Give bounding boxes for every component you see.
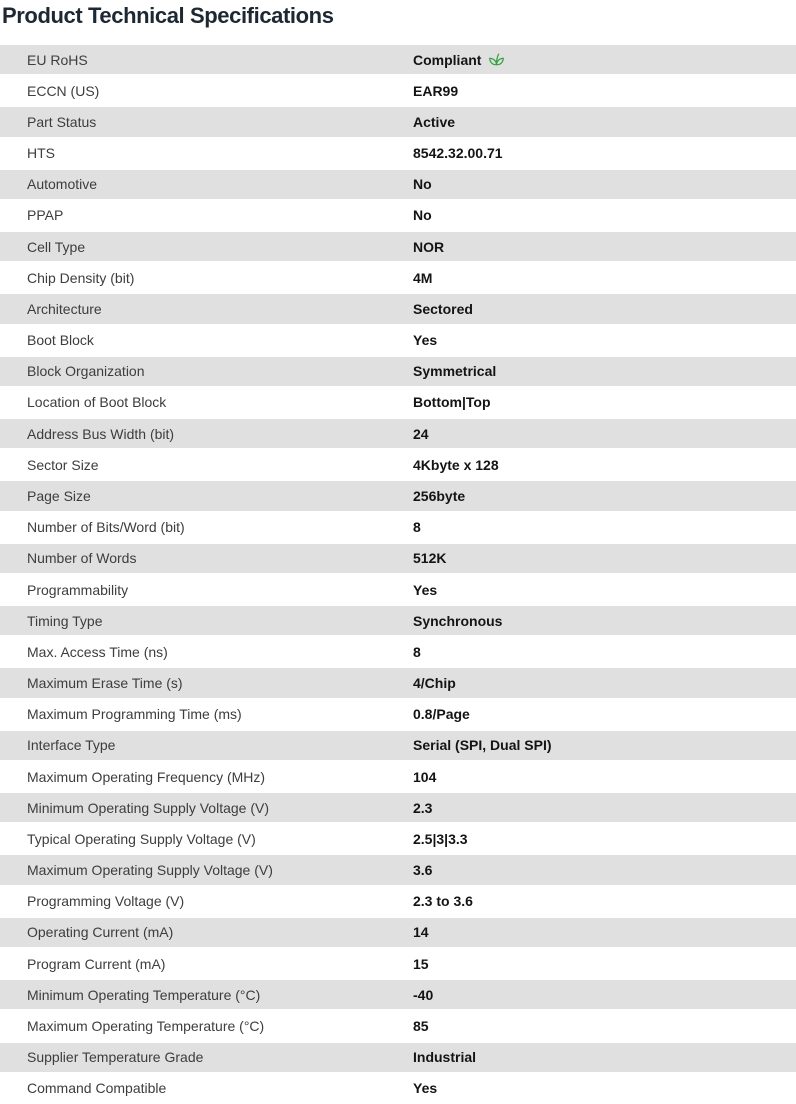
row-value: 2.5|3|3.3 (413, 830, 468, 847)
table-row (0, 667, 796, 698)
row-value: 14 (413, 924, 429, 941)
row-value: 8 (413, 519, 421, 536)
table-row (0, 1042, 796, 1073)
row-value: 0.8/Page (413, 706, 470, 723)
rohs-leaf-icon (488, 52, 505, 67)
table-row (0, 356, 796, 387)
row-value: Active (413, 113, 456, 130)
row-label: Chip Density (bit) (27, 269, 135, 286)
row-value: 15 (413, 955, 429, 972)
table-row (0, 917, 796, 948)
row-label: Programmability (27, 581, 129, 598)
row-label: Minimum Operating Temperature (°C) (27, 986, 261, 1003)
table-row (0, 605, 796, 636)
row-label: PPAP (27, 207, 64, 224)
row-label: Maximum Operating Frequency (MHz) (27, 768, 266, 785)
table-row (0, 1010, 796, 1041)
row-value: 4Kbyte x 128 (413, 456, 499, 473)
row-label: Max. Access Time (ns) (27, 643, 168, 660)
table-row (0, 543, 796, 574)
row-value: NOR (413, 238, 445, 255)
row-value: Sectored (413, 300, 473, 317)
table-row (0, 325, 796, 356)
row-value: 2.3 to 3.6 (413, 893, 473, 910)
table-row (0, 823, 796, 854)
row-label: Minimum Operating Supply Voltage (V) (27, 799, 269, 816)
row-label: Number of Bits/Word (bit) (27, 519, 185, 536)
table-row (0, 138, 796, 169)
row-value: Yes (413, 332, 438, 349)
table-row (0, 293, 796, 324)
table-row (0, 761, 796, 792)
row-value: 8 (413, 643, 421, 660)
row-value: Yes (413, 581, 438, 598)
row-label: Command Compatible (27, 1080, 167, 1097)
row-label: EU RoHS (27, 51, 88, 68)
row-label: Boot Block (27, 332, 94, 349)
row-label: Operating Current (mA) (27, 924, 174, 941)
row-label: ECCN (US) (27, 82, 100, 99)
row-value: 256byte (413, 487, 466, 504)
table-row (0, 480, 796, 511)
row-value: Serial (SPI, Dual SPI) (413, 737, 552, 754)
row-label: Part Status (27, 113, 97, 130)
row-value: Symmetrical (413, 363, 497, 380)
row-label: Automotive (27, 176, 98, 193)
table-row (0, 699, 796, 730)
row-label: Program Current (mA) (27, 955, 166, 972)
table-row (0, 854, 796, 885)
row-value: 512K (413, 550, 447, 567)
row-value: 2.3 (413, 799, 433, 816)
table-row (0, 730, 796, 761)
row-value: No (413, 176, 432, 193)
table-row (0, 106, 796, 137)
table-row (0, 200, 796, 231)
table-row (0, 1073, 796, 1104)
spec-table (0, 44, 796, 1104)
table-row (0, 44, 796, 75)
row-value: 4M (413, 269, 433, 286)
row-label: Supplier Temperature Grade (27, 1049, 204, 1066)
table-row (0, 387, 796, 418)
row-value: Yes (413, 1080, 438, 1097)
row-value: No (413, 207, 432, 224)
row-label: Architecture (27, 300, 102, 317)
table-row (0, 231, 796, 262)
row-value: Synchronous (413, 612, 503, 629)
row-value: 8542.32.00.71 (413, 145, 503, 162)
row-value: 4/Chip (413, 675, 456, 692)
table-row (0, 169, 796, 200)
row-label: Maximum Programming Time (ms) (27, 706, 242, 723)
row-value: EAR99 (413, 82, 459, 99)
page-title: Product Technical Specifications (2, 3, 334, 28)
row-label: Page Size (27, 487, 91, 504)
row-label: Maximum Operating Supply Voltage (V) (27, 862, 273, 879)
row-value: 85 (413, 1017, 429, 1034)
table-row (0, 262, 796, 293)
row-value: 104 (413, 768, 437, 785)
row-value: 24 (413, 425, 429, 442)
row-value: 3.6 (413, 862, 433, 879)
table-row (0, 574, 796, 605)
table-row (0, 979, 796, 1010)
row-label: Cell Type (27, 238, 86, 255)
row-label: Block Organization (27, 363, 145, 380)
table-row (0, 418, 796, 449)
row-value: -40 (413, 986, 434, 1003)
row-label: Number of Words (27, 550, 137, 567)
row-label: Maximum Erase Time (s) (27, 675, 183, 692)
row-label: Typical Operating Supply Voltage (V) (27, 830, 256, 847)
row-label: Interface Type (27, 737, 116, 754)
row-value: Bottom|Top (413, 394, 491, 411)
table-row (0, 886, 796, 917)
table-row (0, 75, 796, 106)
row-value: Industrial (413, 1049, 477, 1066)
table-row (0, 512, 796, 543)
row-label: Programming Voltage (V) (27, 893, 185, 910)
table-row (0, 948, 796, 979)
row-label: Timing Type (27, 612, 103, 629)
table-row (0, 792, 796, 823)
row-label: Maximum Operating Temperature (°C) (27, 1017, 265, 1034)
row-label: HTS (27, 145, 55, 162)
row-label: Address Bus Width (bit) (27, 425, 175, 442)
table-row (0, 449, 796, 480)
row-value: Compliant (413, 52, 505, 68)
row-label: Sector Size (27, 456, 99, 473)
row-label: Location of Boot Block (27, 394, 167, 411)
table-row (0, 636, 796, 667)
